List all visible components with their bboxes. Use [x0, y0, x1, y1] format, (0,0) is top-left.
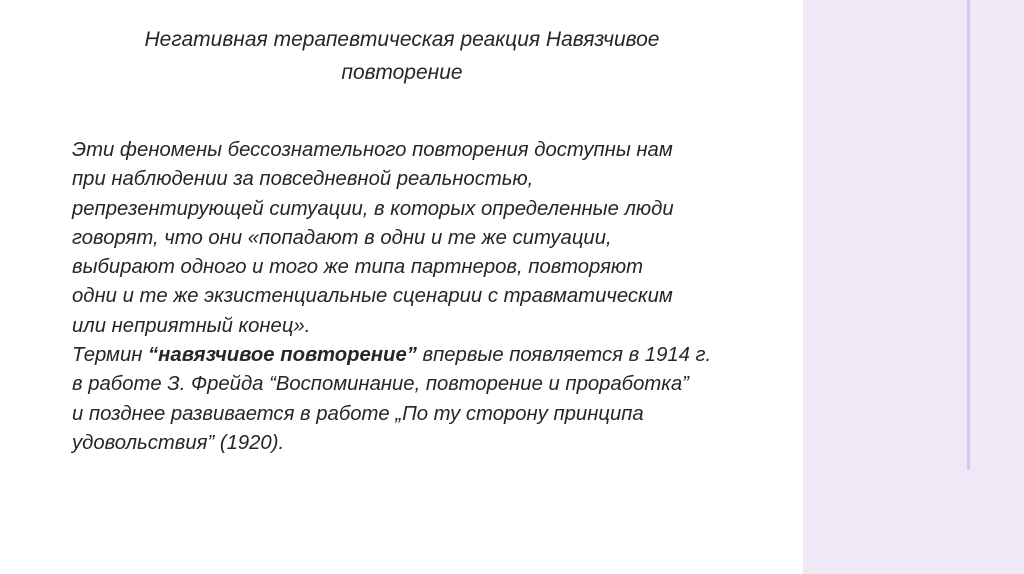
text-line: выбирают одного и того же типа партнеров, повторяют — [72, 256, 644, 279]
text-line: Эти феномены бессознательного повторения доступны нам — [72, 139, 673, 161]
title-line-1: Негативная терапевтическая реакция Навязчивое — [144, 28, 660, 51]
text-line: удовольствия” (1920). — [72, 431, 285, 454]
side-decor-panel — [803, 0, 1024, 574]
bold-term: “навязчивое повторение” — [148, 344, 417, 367]
text-line: в работе З. Фрейда “Воспоминание, повторение и проработка” — [72, 373, 689, 396]
text-line: при наблюдении за повседневной реальностью, — [72, 168, 534, 191]
paragraph-2 — [72, 341, 800, 458]
side-decor-line — [967, 0, 970, 470]
text-line: одни и те же экзистенциальные сценарии с травматическим — [72, 285, 673, 308]
text-line: говорят, что они «попадают в одни и те же ситуации, — [72, 226, 612, 249]
paragraph-1 — [72, 136, 800, 341]
slide-body — [72, 136, 800, 458]
term-prefix: Термин — [72, 344, 149, 367]
title-line-2: повторение — [341, 61, 463, 84]
text-line: и позднее развивается в работе „По ту сторону принципа — [72, 402, 644, 425]
text-line: или неприятный конец». — [72, 314, 311, 337]
slide-title — [82, 23, 722, 89]
text-line: впервые появляется в 1914 г. — [416, 344, 712, 367]
text-line: репрезентирующей ситуации, в которых определенные люди — [72, 197, 674, 220]
